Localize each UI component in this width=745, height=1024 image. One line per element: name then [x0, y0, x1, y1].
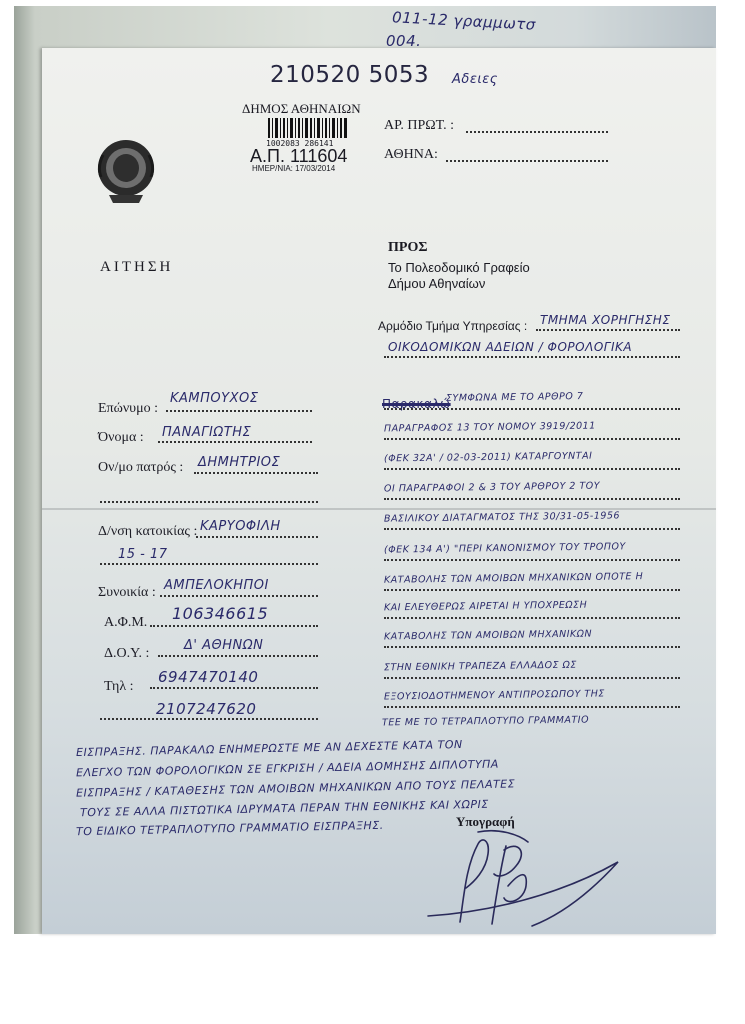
athina-line [446, 160, 608, 162]
father-value: ΔΗΜΗΤΡΙΟΣ [198, 455, 281, 470]
request-line: ΠΑΡΑΓΡΑΦΟΣ 13 ΤΟΥ ΝΟΜΟΥ 3919/2011 [383, 420, 596, 435]
department-label: Αρμόδιο Τμήμα Υπηρεσίας : [378, 319, 528, 333]
top-note-line1: 011-12 γραμμωτσ [391, 8, 537, 34]
department-value1: ΤΜΗΜΑ ΧΟΡΗΓΗΣΗΣ [540, 313, 671, 327]
request-underline [384, 646, 680, 648]
request-line: ΣΥΜΦΩΝΑ ΜΕ ΤΟ ΑΡΘΡΟ 7 [445, 391, 584, 404]
name-value: ΠΑΝΑΓΙΩΤΗΣ [162, 425, 252, 440]
surname-line [166, 410, 312, 412]
phone-value1: 6947470140 [158, 668, 259, 686]
document-title: ΑΙΤΗΣΗ [100, 259, 174, 275]
recipient-line2: Δήμου Αθηναίων [388, 276, 486, 291]
department-line2 [384, 356, 680, 358]
district-label: Συνοικία : [98, 585, 156, 600]
afm-line [150, 625, 318, 627]
signature-label: Υπογραφή [456, 814, 515, 829]
bottom-paragraph-line: ΕΙΣΠΡΑΞΗΣ. ΠΑΡΑΚΑΛΩ ΕΝΗΜΕΡΩΣΤΕ ΜΕ ΑΝ ΔΕΧΕΣΤΕ ΚΑΤΑ ΤΟΝ [75, 737, 463, 760]
bottom-paragraph-line: ΕΛΕΓΧΟ ΤΩΝ ΦΟΡΟΛΟΓΙΚΩΝ ΣΕ ΕΓΚΡΙΣΗ / ΑΔΕΙΑ ΔΟΜΗΣΗΣ ΔΙΠΛΟΤΥΠΑ [75, 757, 500, 780]
barcode [268, 118, 348, 138]
request-underline [384, 438, 680, 440]
ar-prot-line [466, 131, 608, 133]
father-line [194, 472, 318, 474]
athina-label: ΑΘΗΝΑ: [384, 147, 438, 162]
address-label: Δ/νση κατοικίας : [98, 524, 198, 539]
recipient-heading: ΠΡΟΣ [388, 240, 428, 255]
father-label: Ον/μο πατρός : [98, 460, 184, 475]
phone-line2 [100, 718, 318, 720]
phone-line1 [150, 687, 318, 689]
afm-label: Α.Φ.Μ. [104, 615, 148, 630]
name-label: Όνομα : [98, 430, 144, 445]
request-line: ΟΙ ΠΑΡΑΓΡΑΦΟΙ 2 & 3 ΤΟΥ ΑΡΘΡΟΥ 2 ΤΟΥ [383, 480, 601, 495]
request-line: ΣΤΗΝ ΕΘΝΙΚΗ ΤΡΑΠΕΖΑ ΕΛΛΑΔΟΣ ΩΣ [383, 659, 577, 674]
doy-value: Δ' ΑΘΗΝΩΝ [184, 638, 264, 653]
request-line: (ΦΕΚ 32Α' / 02-03-2011) ΚΑΤΑΡΓΟΥΝΤΑΙ [383, 450, 593, 465]
department-value2: ΟΙΚΟΔΟΜΙΚΩΝ ΑΔΕΙΩΝ / ΦΟΡΟΛΟΓΙΚΑ [388, 340, 633, 354]
request-underline [384, 677, 680, 679]
request-underline [384, 559, 680, 561]
doy-line [158, 655, 318, 657]
signature-image [408, 826, 638, 936]
top-note-line2: 004. [386, 32, 422, 50]
request-struck-word: Παρακαλώ [382, 397, 451, 411]
request-underline [384, 706, 680, 708]
municipality-emblem [95, 137, 157, 207]
surname-value: ΚΑΜΠΟΥΧΟΣ [170, 391, 259, 406]
father-extra-line [100, 501, 318, 503]
request-line: ΕΞΟΥΣΙΟΔΟΤΗΜΕΝΟΥ ΑΝΤΙΠΡΟΣΩΠΟΥ ΤΗΣ [383, 688, 605, 703]
recipient-line1: Το Πολεοδομικό Γραφείο [388, 260, 530, 275]
request-line: ΤΕΕ ΜΕ ΤΟ ΤΕΤΡΑΠΛΟΤΥΠΟ ΓΡΑΜΜΑΤΙΟ [381, 714, 590, 729]
request-line: ΚΑΙ ΕΛΕΥΘΕΡΩΣ ΑΙΡΕΤΑΙ Η ΥΠΟΧΡΕΩΣΗ [383, 599, 588, 614]
address-value1: ΚΑΡΥΟΦΙΛΗ [200, 519, 281, 534]
address-line2 [100, 563, 318, 565]
municipality-name: ΔΗΜΟΣ ΑΘΗΝΑΙΩΝ [242, 101, 361, 116]
request-line: (ΦΕΚ 134 Α') "ΠΕΡΙ ΚΑΝΟΝΙΣΜΟΥ ΤΟΥ ΤΡΟΠΟΥ [383, 541, 626, 556]
request-line: ΒΑΣΙΛΙΚΟΥ ΔΙΑΤΑΓΜΑΤΟΣ ΤΗΣ 30/31-05-1956 [383, 510, 621, 525]
district-value: ΑΜΠΕΛΟΚΗΠΟΙ [164, 578, 269, 593]
bottom-paragraph-line: ΤΟΥΣ ΣΕ ΑΛΛΑ ΠΙΣΤΩΤΙΚΑ ΙΔΡΥΜΑΤΑ ΠΕΡΑΝ ΤΗΝ ΕΘΝΙΚΗΣ ΚΑΙ ΧΩΡΙΣ [79, 797, 489, 820]
address-value2: 15 - 17 [118, 547, 168, 562]
name-line [158, 441, 312, 443]
afm-value: 106346615 [172, 604, 269, 623]
request-underline [384, 617, 680, 619]
bottom-paragraph-line: ΕΙΣΠΡΑΞΗΣ / ΚΑΤΑΘΕΣΗΣ ΤΩΝ ΑΜΟΙΒΩΝ ΜΗΧΑΝΙΚΩΝ ΑΠΟ ΤΟΥΣ ΠΕΛΑΤΕΣ [75, 777, 516, 800]
request-underline [384, 528, 680, 530]
doy-label: Δ.Ο.Υ. : [104, 646, 150, 661]
district-line [160, 595, 318, 597]
protocol-number: Α.Π. 111604 [250, 146, 348, 166]
phone-value2: 2107247620 [156, 700, 257, 718]
request-underline [384, 589, 680, 591]
reference-suffix: Αδειες [452, 72, 498, 87]
ar-prot-label: ΑΡ. ΠΡΩΤ. : [384, 118, 455, 133]
reference-number: 210520 5053 [270, 62, 430, 88]
request-line: ΚΑΤΑΒΟΛΗΣ ΤΩΝ ΑΜΟΙΒΩΝ ΜΗΧΑΝΙΚΩΝ ΟΠΟΤΕ Η [383, 571, 644, 586]
department-line1 [536, 329, 680, 331]
request-underline [384, 498, 680, 500]
protocol-date: ΗΜΕΡ/ΝΙΑ: 17/03/2014 [252, 164, 336, 173]
address-line1 [196, 536, 318, 538]
phone-label: Τηλ : [104, 679, 134, 694]
bottom-paragraph-line: ΤΟ ΕΙΔΙΚΟ ΤΕΤΡΑΠΛΟΤΥΠΟ ΓΡΑΜΜΑΤΙΟ ΕΙΣΠΡΑΞΗΣ. [75, 818, 384, 839]
barcode-digits: 1002083 286141 [266, 139, 334, 148]
request-underline [384, 408, 680, 410]
surname-label: Επώνυμο : [98, 401, 158, 416]
request-underline [384, 468, 680, 470]
request-line: ΚΑΤΑΒΟΛΗΣ ΤΩΝ ΑΜΟΙΒΩΝ ΜΗΧΑΝΙΚΩΝ [383, 628, 593, 643]
